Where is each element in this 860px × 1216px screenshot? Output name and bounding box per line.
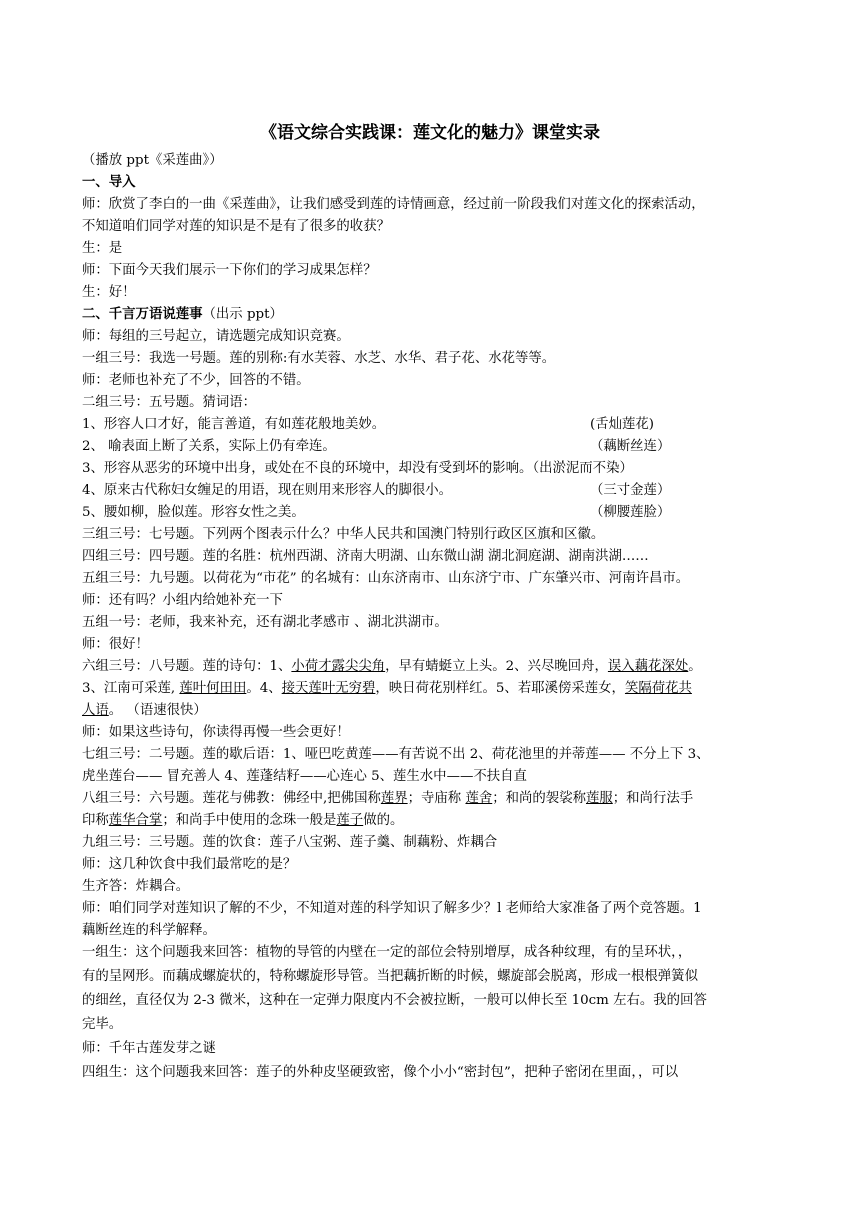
- riddle-answer: （出淤泥而不染）: [532, 461, 633, 476]
- underlined-phrase: 莲子: [336, 813, 364, 828]
- paragraph-line: 完毕。: [82, 1017, 123, 1032]
- text-run: ；寺庙称: [407, 791, 466, 806]
- riddle-item: [82, 481, 782, 503]
- buddhism-line: [82, 789, 782, 811]
- document-title: 《语文综合实践课：莲文化的魅力》课堂实录: [260, 123, 600, 143]
- paragraph-line: 的细丝，直径仅为 2-3 微米，这种在一定弹力限度内不会被拉断，一般可以伸长至 10cm 左右。我的回答: [82, 993, 707, 1008]
- section-heading-note: （出示 ppt）: [202, 307, 283, 322]
- paragraph-line: 四组生：这个问题我来回答：莲子的外种皮坚硬致密，像个小小“密封包”，把种子密闭在里面，，可以: [82, 1065, 679, 1080]
- paragraph-line: 生：好！: [82, 285, 136, 300]
- paragraph-line: 一组三号：我选一号题。莲的别称:有水芙蓉、水芝、水华、君子花、水花等等。: [82, 351, 556, 366]
- riddle-answer: （三寸金莲）: [590, 483, 671, 498]
- paragraph-line: 师：老师也补充了不少，回答的不错。: [82, 373, 310, 388]
- paragraph-line: 一组生：这个问题我来回答：植物的导管的内壁在一定的部位会特别增厚，成各种纹理，有的呈环状，，: [82, 945, 692, 960]
- text-run: 3、江南可采莲,: [82, 681, 180, 696]
- underlined-phrase: 误入藕花深处: [607, 659, 689, 674]
- text-run: 。: [688, 659, 702, 674]
- underlined-phrase: 莲叶何田田: [179, 681, 247, 696]
- text-run: ；和尚手中使用的念珠一般是: [162, 813, 337, 828]
- riddle-question: 2、 喻表面上断了关系，实际上仍有牵连。: [82, 439, 336, 454]
- section-heading-text: 二、千言万语说莲事: [82, 307, 203, 322]
- paragraph-line: 生：是: [82, 241, 123, 256]
- paragraph-line: 五组一号：老师，我来补充，还有湖北孝感市 、湖北洪湖市。: [82, 615, 448, 630]
- riddle-item: [82, 415, 782, 437]
- riddle-item: [82, 459, 782, 481]
- paragraph-line: 三组三号：七号题。下列两个图表示什么？中华人民共和国澳门特别行政区区旗和区徽。: [82, 527, 605, 542]
- text-run: 做的。: [363, 813, 404, 828]
- section-heading-lotus-matters: [82, 305, 782, 327]
- underlined-phrase: 人语: [82, 703, 109, 718]
- poem-line: [82, 701, 782, 723]
- text-run: 六组三号：八号题。莲的诗句：1、: [82, 659, 292, 674]
- poem-line: [82, 657, 782, 679]
- buddhism-line: [82, 811, 782, 833]
- paragraph-line: 四组三号：四号题。莲的名胜：杭州西湖、济南大明湖、山东微山湖 湖北洞庭湖、湖南洪湖……: [82, 549, 649, 564]
- section-heading-intro: 一、导入: [82, 175, 136, 190]
- paragraph-line: 师：千年古莲发芽之谜: [82, 1041, 216, 1056]
- paragraph-line: 师：很好！: [82, 637, 149, 652]
- paragraph-line: 藕断丝连的科学解释。: [82, 923, 216, 938]
- text-run: 。 （语速很快）: [108, 703, 207, 718]
- riddle-item: [82, 503, 782, 525]
- paragraph-line: 五组三号：九号题。以荷花为“市花” 的名城有：山东济南市、山东济宁市、广东肇兴市、河南许昌市。: [82, 571, 690, 586]
- paragraph-line: 虎坐莲台—— 冒充善人 4、莲蓬结籽——心连心 5、莲生水中——不扶自直: [82, 769, 527, 784]
- paragraph-line: 有的呈网形。而藕成螺旋状的，特称螺旋形导管。当把藕折断的时候，螺旋部会脱离，形成一根根弹簧似: [82, 969, 698, 984]
- riddle-question: 1、形容人口才好，能言善道，有如莲花般地美妙。: [82, 417, 386, 432]
- text-run: ，早有蜻蜓立上头。2、兴尽晚回舟，: [385, 659, 608, 674]
- text-run: 八组三号：六号题。莲花与佛教：佛经中,把佛国称: [82, 791, 381, 806]
- paragraph-line: 师：咱们同学对莲知识了解的不少，不知道对莲的科学知识了解多少？l 老师给大家准备了两个竞答题。1: [82, 901, 702, 916]
- paragraph-line: 师：每组的三号起立，请选题完成知识竞赛。: [82, 329, 350, 344]
- poem-line: [82, 679, 782, 701]
- paragraph-line: 师：如果这些诗句，你读得再慢一些会更好！: [82, 725, 350, 740]
- text-run: ，映日荷花别样红。5、若耶溪傍采莲女，: [375, 681, 625, 696]
- paragraph-line: 师：还有吗？小组内给她补充一下: [82, 593, 283, 608]
- paragraph-line: 九组三号：三号题。莲的饮食：莲子八宝粥、莲子羹、制藕粉、炸耦合: [82, 835, 498, 850]
- paragraph-line: 师：下面今天我们展示一下你们的学习成果怎样？: [82, 263, 377, 278]
- riddle-answer: （柳腰莲脸）: [590, 505, 671, 520]
- paragraph-line: 师：这几种饮食中我们最常吃的是？: [82, 857, 297, 872]
- underlined-phrase: 笑隔荷花共: [624, 681, 692, 696]
- paragraph-line: 二组三号：五号题。猜词语：: [82, 395, 257, 410]
- underlined-phrase: 莲界: [380, 791, 408, 806]
- riddle-question: 4、原来古代称妇女缠足的用语，现在则用来形容人的脚很小。: [82, 483, 453, 498]
- intro-note: （播放 ppt《采莲曲》）: [82, 153, 223, 168]
- text-run: ；和尚行法手: [612, 791, 694, 806]
- text-run: ；和尚的袈裟称: [492, 791, 586, 806]
- underlined-phrase: 小荷才露尖尖角: [291, 659, 386, 674]
- riddle-question: 3、形容从恶劣的环境中出身，或处在不良的环境中，却没有受到坏的影响。: [82, 461, 533, 476]
- underlined-phrase: 莲服: [585, 791, 613, 806]
- riddle-answer: （藕断丝连）: [590, 439, 671, 454]
- paragraph-line: 七组三号：二号题。莲的歇后语：1、哑巴吃黄莲——有苦说不出 2、荷花池里的并蒂莲—— 不分上下 3、: [82, 747, 710, 762]
- riddle-item: [82, 437, 782, 459]
- paragraph-line: 师：欣赏了李白的一曲《采莲曲》，让我们感受到莲的诗情画意，经过前一阶段我们对莲文化的探索活动，: [82, 197, 705, 212]
- underlined-phrase: 莲舍: [465, 791, 493, 806]
- underlined-phrase: 接天莲叶无穷碧: [281, 681, 376, 696]
- paragraph-line: 不知道咱们同学对莲的知识是不是有了很多的收获？: [82, 219, 390, 234]
- paragraph-line: 生齐答：炸耦合。: [82, 879, 190, 894]
- text-run: 。4、: [246, 681, 282, 696]
- riddle-question: 5、腰如柳，脸似莲。形容女性之美。: [82, 505, 305, 520]
- underlined-phrase: 莲华合掌: [108, 813, 163, 828]
- text-run: 印称: [82, 813, 109, 828]
- riddle-answer: (舌灿莲花): [590, 417, 655, 432]
